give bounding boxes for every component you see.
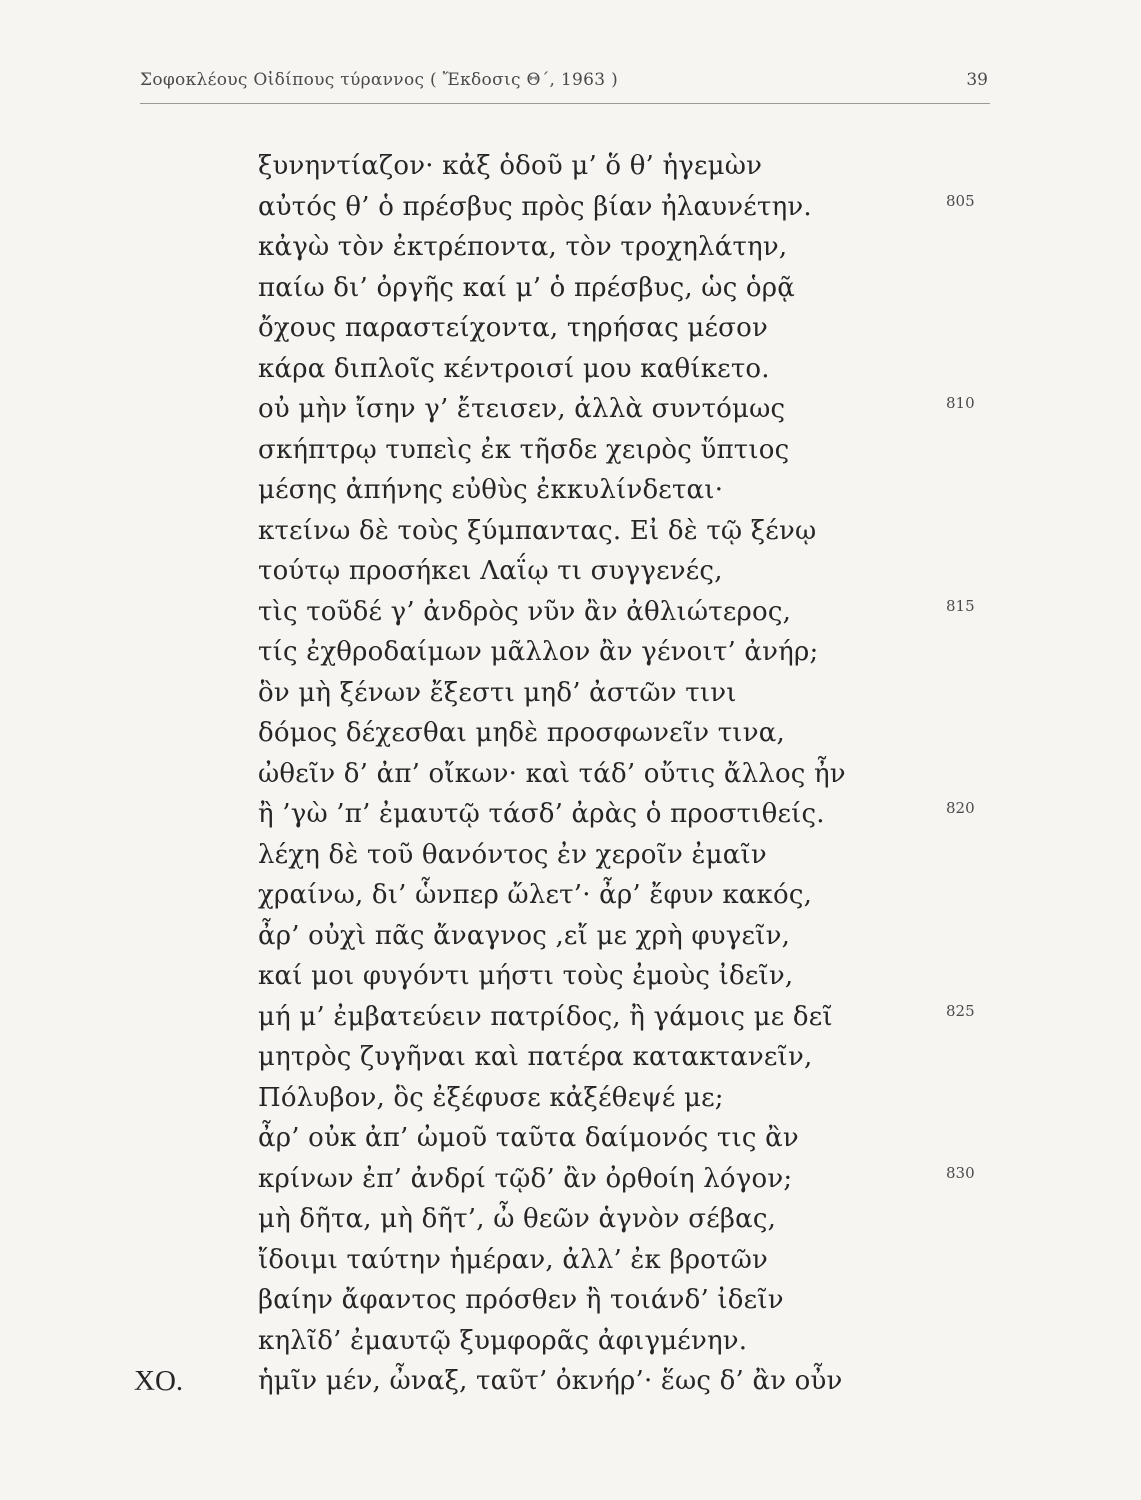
verse-line-text: παίω δι’ ὀργῆς καί μ’ ὁ πρέσβυς, ὡς ὁρᾷ bbox=[258, 272, 796, 303]
verse-line-text: μὴ δῆτα, μὴ δῆτ’, ὦ θεῶν ἁγνὸν σέβας, bbox=[258, 1204, 777, 1234]
verse-line bbox=[258, 430, 978, 471]
verse-line bbox=[258, 835, 978, 876]
verse-line-text: κάρα διπλοῖς κέντροισί μου καθίκετο. bbox=[258, 353, 770, 384]
verse-line-text: Πόλυβον, ὃς ἐξέφυσε κἀξέθεψέ με; bbox=[258, 1082, 724, 1113]
verse-line-text: χραίνω, δι’ ὧνπερ ὤλετ’· ἆρ’ ἔφυν κακός, bbox=[258, 880, 813, 910]
verse-line-text: τίς ἐχθροδαίμων μᾶλλον ἂν γένοιτ’ ἀνήρ; bbox=[258, 637, 819, 667]
verse-line bbox=[258, 1240, 978, 1281]
verse-line bbox=[258, 997, 978, 1038]
verse-line-text: κτείνω δὲ τοὺς ξύμπαντας. Εἰ δὲ τῷ ξένῳ bbox=[258, 515, 817, 546]
verse-line-text: ἢ ’γὼ ’π’ ἐμαυτῷ τάσδ’ ἀρὰς ὁ προστιθείς. bbox=[258, 799, 825, 829]
verse-line-text: κηλῖδ’ ἐμαυτῷ ξυμφορᾶς ἀφιγμένην. bbox=[258, 1325, 748, 1356]
verse-line bbox=[258, 1118, 978, 1159]
header-rule bbox=[140, 103, 990, 104]
verse-line-text: ὄχους παραστείχοντα, τηρήσας μέσον bbox=[258, 313, 768, 343]
line-number: 820 bbox=[946, 799, 975, 817]
verse-line-text: ἴδοιμι ταύτην ἡμέραν, ἀλλ’ ἐκ βροτῶν bbox=[258, 1244, 769, 1275]
verse-line bbox=[258, 1321, 978, 1362]
verse-line-text: κρίνων ἐπ’ ἀνδρί τῷδ’ ἂν ὀρθοίη λόγον; bbox=[258, 1163, 793, 1194]
verse-line bbox=[258, 754, 978, 795]
verse-line bbox=[258, 146, 978, 187]
verse-line bbox=[258, 632, 978, 673]
verse-line bbox=[258, 916, 978, 957]
verse-line bbox=[258, 268, 978, 309]
verse-line-text: μέσης ἀπήνης εὐθὺς ἐκκυλίνδεται· bbox=[258, 475, 724, 505]
verse-line bbox=[258, 1159, 978, 1200]
verse-line-text: ἡμῖν μέν, ὦναξ, ταῦτ’ ὀκνήρ’· ἕως δ’ ἂν οὖν bbox=[258, 1366, 843, 1396]
verse-line bbox=[258, 592, 978, 633]
verse-line bbox=[258, 1280, 978, 1321]
verse-line-text: κἀγὼ τὸν ἐκτρέποντα, τὸν τροχηλάτην, bbox=[258, 232, 788, 262]
verse-line-text: ὠθεῖν δ’ ἀπ’ οἴκων· καὶ τάδ’ οὔτις ἄλλος ἦν bbox=[258, 758, 846, 789]
verse-line bbox=[258, 349, 978, 390]
verse-line-text: ξυνηντίαζον· κἀξ ὁδοῦ μ’ ὅ θ’ ἡγεμὼν bbox=[258, 151, 763, 181]
verse-line-text: σκήπτρῳ τυπεὶς ἐκ τῆσδε χειρὸς ὕπτιος bbox=[258, 434, 790, 465]
verse-line bbox=[258, 511, 978, 552]
verse-line-text: ἆρ’ οὐκ ἀπ’ ὠμοῦ ταῦτα δαίμονός τις ἂν bbox=[258, 1123, 799, 1153]
verse-line bbox=[258, 673, 978, 714]
verse-line bbox=[258, 389, 978, 430]
verse-line-text: καί μοι φυγόντι μήστι τοὺς ἐμοὺς ἰδεῖν, bbox=[258, 961, 794, 991]
running-header bbox=[140, 70, 990, 104]
page-number: 39 bbox=[966, 70, 988, 90]
running-head-title: Σοφοκλέους Οἰδίπους τύραννος ( Ἔκδοσις Θ΄, 1963 ) bbox=[140, 70, 619, 90]
verse-line-text: τούτῳ προσήκει Λαΐῳ τι συγγενές, bbox=[258, 556, 723, 586]
verse-line-text: βαίην ἄφαντος πρόσθεν ἢ τοιάνδ’ ἰδεῖν bbox=[258, 1285, 784, 1315]
line-number: 805 bbox=[946, 191, 975, 210]
verse-line bbox=[258, 1199, 978, 1240]
verse-line-text: ὃν μὴ ξένων ἔξεστι μηδ’ ἀστῶν τινι bbox=[258, 677, 737, 708]
verse-line bbox=[258, 1037, 978, 1078]
verse-line-text: τὶς τοῦδέ γ’ ἀνδρὸς νῦν ἂν ἀθλιώτερος, bbox=[258, 596, 792, 627]
verse-line-text: μητρὸς ζυγῆναι καὶ πατέρα κατακτανεῖν, bbox=[258, 1042, 813, 1072]
line-number: 810 bbox=[946, 394, 975, 412]
line-number: 825 bbox=[946, 1001, 975, 1020]
verse-line-text: λέχη δὲ τοῦ θανόντος ἐν χεροῖν ἐμαῖν bbox=[258, 839, 767, 870]
verse-line bbox=[258, 713, 978, 754]
verse-line bbox=[258, 227, 978, 268]
verse-line bbox=[258, 875, 978, 916]
verse-line bbox=[258, 551, 978, 592]
verse-line-text: δόμος δέχεσθαι μηδὲ προσφωνεῖν τινα, bbox=[258, 718, 785, 748]
speaker-label: ΧΟ. bbox=[134, 1365, 184, 1397]
verse-line-text: οὐ μὴν ἴσην γ’ ἔτεισεν, ἀλλὰ συντόμως bbox=[258, 394, 786, 424]
verse-block bbox=[258, 146, 978, 1402]
verse-line bbox=[258, 470, 978, 511]
verse-line bbox=[258, 1361, 978, 1402]
verse-line bbox=[258, 1078, 978, 1119]
verse-line-text: ἆρ’ οὐχὶ πᾶς ἄναγνος ,εἴ με χρὴ φυγεῖν, bbox=[258, 920, 791, 951]
verse-line bbox=[258, 956, 978, 997]
verse-line-text: αὐτός θ’ ὁ πρέσβυς πρὸς βίαν ἠλαυνέτην. bbox=[258, 191, 812, 222]
verse-line bbox=[258, 794, 978, 835]
verse-line-text: μή μ’ ἐμβατεύειν πατρίδος, ἢ γάμοις με δεῖ bbox=[258, 1001, 833, 1032]
line-number: 830 bbox=[946, 1163, 975, 1182]
verse-line bbox=[258, 187, 978, 228]
line-number: 815 bbox=[946, 596, 975, 615]
verse-line bbox=[258, 308, 978, 349]
